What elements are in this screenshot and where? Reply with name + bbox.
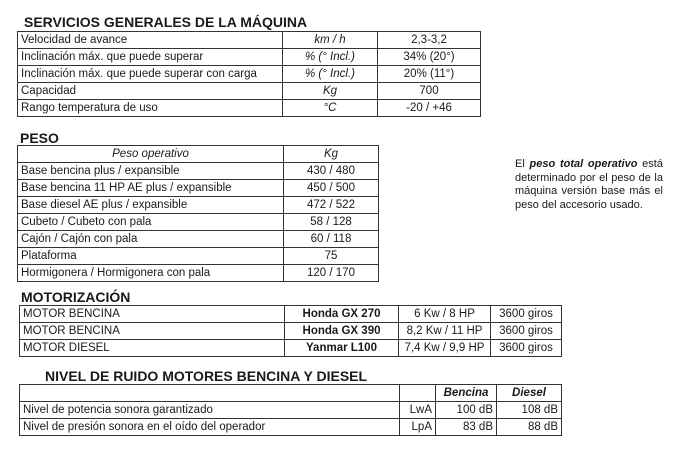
table-row <box>20 340 562 357</box>
cell-label: Inclinación máx. que puede superar <box>18 49 283 66</box>
cell-label: Base bencina plus / expansible <box>18 163 284 180</box>
cell-value: 34% (20°) <box>378 49 481 66</box>
cell-diesel: 88 dB <box>497 419 562 436</box>
cell-rpm: 3600 giros <box>491 306 562 323</box>
servicios-table <box>17 31 481 117</box>
cell-label: Velocidad de avance <box>18 32 283 49</box>
header-empty <box>400 385 436 402</box>
cell-type: MOTOR BENCINA <box>20 323 285 340</box>
table-header <box>20 385 562 402</box>
motorizacion-title: MOTORIZACIÓN <box>21 289 131 305</box>
cell-value: 2,3-3,2 <box>378 32 481 49</box>
table-header <box>18 146 379 163</box>
cell-model: Honda GX 270 <box>285 306 399 323</box>
header-bencina: Bencina <box>436 385 497 402</box>
cell-type: MOTOR BENCINA <box>20 306 285 323</box>
table-row <box>18 66 481 83</box>
table-row <box>20 419 562 436</box>
table-row <box>20 306 562 323</box>
cell-unit: % (° Incl.) <box>283 49 378 66</box>
cell-value: 58 / 128 <box>284 214 379 231</box>
note-text: El <box>515 158 530 170</box>
cell-power: 7,4 Kw / 9,9 HP <box>399 340 491 357</box>
cell-value: -20 / +46 <box>378 100 481 117</box>
cell-label: Rango temperatura de uso <box>18 100 283 117</box>
ruido-table <box>19 384 562 436</box>
table-row <box>20 402 562 419</box>
table-row <box>18 248 379 265</box>
cell-value: 60 / 118 <box>284 231 379 248</box>
cell-unit: % (° Incl.) <box>283 66 378 83</box>
table-row <box>18 163 379 180</box>
cell-label: Cajón / Cajón con pala <box>18 231 284 248</box>
cell-unit: Kg <box>283 83 378 100</box>
cell-value: 20% (11°) <box>378 66 481 83</box>
peso-title: PESO <box>20 130 59 146</box>
cell-label: Capacidad <box>18 83 283 100</box>
header-empty <box>20 385 400 402</box>
cell-label: Nivel de presión sonora en el oído del operador <box>20 419 400 436</box>
cell-unit: LwA <box>400 402 436 419</box>
table-row <box>18 83 481 100</box>
cell-power: 6 Kw / 8 HP <box>399 306 491 323</box>
cell-label: Base bencina 11 HP AE plus / expansible <box>18 180 284 197</box>
table-row <box>18 197 379 214</box>
cell-type: MOTOR DIESEL <box>20 340 285 357</box>
servicios-title: SERVICIOS GENERALES DE LA MÁQUINA <box>24 14 308 30</box>
table-row <box>20 323 562 340</box>
cell-model: Honda GX 390 <box>285 323 399 340</box>
peso-table <box>17 145 379 282</box>
cell-power: 8,2 Kw / 11 HP <box>399 323 491 340</box>
cell-bencina: 83 dB <box>436 419 497 436</box>
table-row <box>18 180 379 197</box>
ruido-title: NIVEL DE RUIDO MOTORES BENCINA Y DIESEL <box>45 368 368 384</box>
cell-value: 472 / 522 <box>284 197 379 214</box>
cell-label: Base diesel AE plus / expansible <box>18 197 284 214</box>
cell-unit: LpA <box>400 419 436 436</box>
cell-label: Nivel de potencia sonora garantizado <box>20 402 400 419</box>
table-row <box>18 49 481 66</box>
header-peso-operativo: Peso operativo <box>18 146 284 163</box>
cell-value: 430 / 480 <box>284 163 379 180</box>
cell-unit: °C <box>283 100 378 117</box>
cell-label: Plataforma <box>18 248 284 265</box>
cell-unit: km / h <box>283 32 378 49</box>
cell-diesel: 108 dB <box>497 402 562 419</box>
table-row <box>18 32 481 49</box>
cell-value: 700 <box>378 83 481 100</box>
cell-model: Yanmar L100 <box>285 340 399 357</box>
cell-rpm: 3600 giros <box>491 340 562 357</box>
table-row <box>18 214 379 231</box>
table-row <box>18 100 481 117</box>
motorizacion-table <box>19 305 562 357</box>
cell-value: 450 / 500 <box>284 180 379 197</box>
note-emphasis: peso total operativo <box>529 158 638 170</box>
table-row <box>18 231 379 248</box>
cell-label: Cubeto / Cubeto con pala <box>18 214 284 231</box>
header-diesel: Diesel <box>497 385 562 402</box>
header-kg: Kg <box>284 146 379 163</box>
peso-note <box>515 158 663 212</box>
cell-rpm: 3600 giros <box>491 323 562 340</box>
cell-value: 120 / 170 <box>284 265 379 282</box>
cell-label: Hormigonera / Hormigonera con pala <box>18 265 284 282</box>
cell-value: 75 <box>284 248 379 265</box>
cell-bencina: 100 dB <box>436 402 497 419</box>
table-row <box>18 265 379 282</box>
cell-label: Inclinación máx. que puede superar con carga <box>18 66 283 83</box>
note-text: está determinado por el peso de la máquina versión base más el peso del accesorio usado. <box>515 158 663 211</box>
